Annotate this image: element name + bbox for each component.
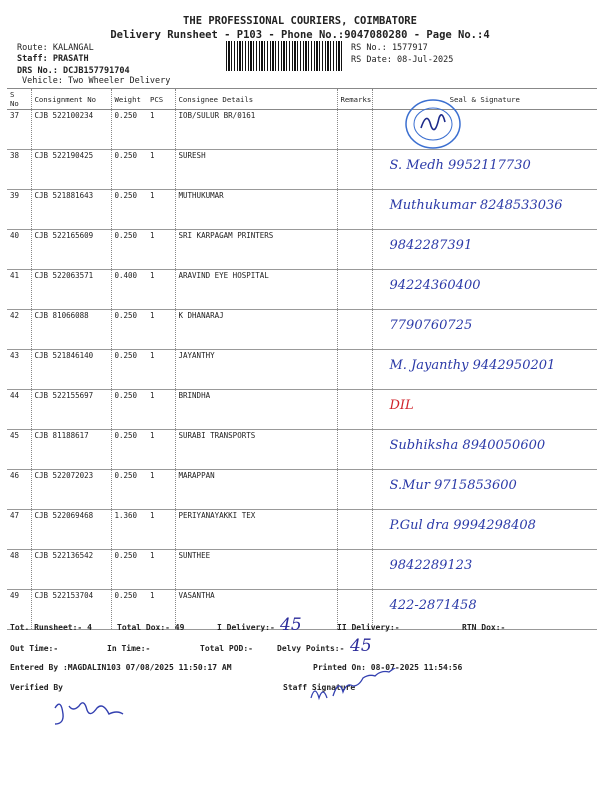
col-signature: Seal & Signature bbox=[372, 89, 597, 110]
handwritten-signature: S.Mur 9715853600 bbox=[389, 478, 517, 493]
row-consignee: VASANTHA bbox=[175, 590, 337, 630]
row-signature bbox=[372, 270, 597, 310]
vehicle-label: Vehicle: Two Wheeler Delivery bbox=[22, 76, 171, 86]
row-weight: 0.250 bbox=[111, 470, 147, 510]
col-consignment: Consignment No bbox=[31, 89, 111, 110]
handwritten-signature: S. Medh 9952117730 bbox=[389, 158, 531, 173]
rs-number: RS No.: 1577917 bbox=[351, 43, 428, 53]
row-remarks bbox=[337, 390, 372, 430]
handwritten-signature: P.Gul dra 9994298408 bbox=[389, 518, 536, 533]
row-signature bbox=[372, 470, 597, 510]
handwritten-signature: 9842289123 bbox=[389, 558, 473, 573]
row-pcs: 1 bbox=[147, 390, 175, 430]
handwritten-signature: 7790760725 bbox=[389, 318, 473, 333]
row-sno: 42 bbox=[7, 310, 31, 350]
row-remarks bbox=[337, 550, 372, 590]
row-pcs: 1 bbox=[147, 110, 175, 150]
row-pcs: 1 bbox=[147, 310, 175, 350]
table-row bbox=[7, 430, 597, 470]
handwritten-signature: 422-2871458 bbox=[389, 598, 477, 613]
row-signature bbox=[372, 150, 597, 190]
ii-delivery-label: II Delivery:- bbox=[337, 623, 400, 632]
row-signature bbox=[372, 510, 597, 550]
row-sno: 41 bbox=[7, 270, 31, 310]
in-time-label: In Time:- bbox=[107, 644, 151, 653]
delvy-points-value: 45 bbox=[350, 636, 372, 656]
col-weight: Weight bbox=[111, 89, 147, 110]
row-signature bbox=[372, 190, 597, 230]
table-row bbox=[7, 230, 597, 270]
i-delivery-label: I Delivery:- bbox=[217, 623, 275, 632]
row-weight: 0.250 bbox=[111, 590, 147, 630]
staff-label: Staff: PRASATH bbox=[17, 54, 89, 64]
table-row bbox=[7, 110, 597, 150]
out-time-label: Out Time:- bbox=[10, 644, 59, 653]
row-consignment-no: CJB 522100234 bbox=[31, 110, 111, 150]
row-consignment-no: CJB 521846140 bbox=[31, 350, 111, 390]
row-signature bbox=[372, 230, 597, 270]
row-sno: 47 bbox=[7, 510, 31, 550]
table-row bbox=[7, 510, 597, 550]
row-remarks bbox=[337, 510, 372, 550]
table-row bbox=[7, 190, 597, 230]
table-row bbox=[7, 270, 597, 310]
handwritten-signature: DIL bbox=[389, 398, 414, 413]
row-consignment-no: CJB 522190425 bbox=[31, 150, 111, 190]
runsheet-table bbox=[7, 88, 597, 630]
row-remarks bbox=[337, 310, 372, 350]
row-consignee: MUTHUKUMAR bbox=[175, 190, 337, 230]
row-sno: 43 bbox=[7, 350, 31, 390]
row-weight: 0.400 bbox=[111, 270, 147, 310]
row-remarks bbox=[337, 110, 372, 150]
row-weight: 0.250 bbox=[111, 430, 147, 470]
row-weight: 0.250 bbox=[111, 350, 147, 390]
col-consignee: Consignee Details bbox=[175, 89, 337, 110]
verified-signature-icon bbox=[45, 694, 145, 726]
row-consignment-no: CJB 522165609 bbox=[31, 230, 111, 270]
row-consignment-no: CJB 522063571 bbox=[31, 270, 111, 310]
row-weight: 0.250 bbox=[111, 550, 147, 590]
col-pcs: PCS bbox=[147, 89, 175, 110]
company-title: THE PROFESSIONAL COURIERS, COIMBATORE bbox=[183, 15, 417, 27]
row-consignment-no: CJB 521881643 bbox=[31, 190, 111, 230]
table-row bbox=[7, 390, 597, 430]
row-pcs: 1 bbox=[147, 510, 175, 550]
i-delivery-value: 45 bbox=[280, 615, 302, 635]
table-row bbox=[7, 150, 597, 190]
total-pod-label: Total POD:- bbox=[200, 644, 253, 653]
row-remarks bbox=[337, 430, 372, 470]
handwritten-signature: Muthukumar 8248533036 bbox=[389, 198, 563, 213]
row-signature bbox=[372, 430, 597, 470]
row-pcs: 1 bbox=[147, 350, 175, 390]
row-sno: 46 bbox=[7, 470, 31, 510]
row-consignment-no: CJB 522136542 bbox=[31, 550, 111, 590]
row-pcs: 1 bbox=[147, 430, 175, 470]
table-row bbox=[7, 550, 597, 590]
row-remarks bbox=[337, 470, 372, 510]
staff-signature-icon bbox=[305, 668, 465, 708]
row-sno: 38 bbox=[7, 150, 31, 190]
row-pcs: 1 bbox=[147, 230, 175, 270]
table-header-row bbox=[7, 89, 597, 110]
row-signature bbox=[372, 310, 597, 350]
row-sno: 39 bbox=[7, 190, 31, 230]
staff-signature-label: Staff Signature bbox=[283, 683, 356, 692]
row-signature bbox=[372, 390, 597, 430]
handwritten-signature: 9842287391 bbox=[389, 238, 473, 253]
verified-by-label: Verified By bbox=[10, 683, 63, 692]
row-consignment-no: CJB 522155697 bbox=[31, 390, 111, 430]
table-row bbox=[7, 350, 597, 390]
row-sno: 49 bbox=[7, 590, 31, 630]
row-sno: 48 bbox=[7, 550, 31, 590]
row-weight: 0.250 bbox=[111, 310, 147, 350]
table-row bbox=[7, 590, 597, 630]
entered-by: Entered By :MAGDALIN103 07/08/2025 11:50:17 AM bbox=[10, 663, 232, 672]
row-consignment-no: CJB 522153704 bbox=[31, 590, 111, 630]
seal-stamp-icon bbox=[403, 98, 463, 150]
row-remarks bbox=[337, 230, 372, 270]
tot-runsheet: Tot. Runsheet:- 4 bbox=[10, 623, 92, 632]
row-sno: 37 bbox=[7, 110, 31, 150]
row-pcs: 1 bbox=[147, 150, 175, 190]
col-remarks: Remarks bbox=[337, 89, 372, 110]
row-weight: 0.250 bbox=[111, 390, 147, 430]
row-pcs: 1 bbox=[147, 590, 175, 630]
handwritten-signature: 94224360400 bbox=[389, 278, 481, 293]
row-pcs: 1 bbox=[147, 550, 175, 590]
handwritten-signature: M. Jayanthy 9442950201 bbox=[389, 358, 556, 373]
table-row bbox=[7, 310, 597, 350]
row-consignee: SUNTHEE bbox=[175, 550, 337, 590]
row-pcs: 1 bbox=[147, 470, 175, 510]
rtn-dox-label: RTN Dox:- bbox=[462, 623, 506, 632]
barcode-image bbox=[226, 41, 344, 71]
row-consignee: K DHANARAJ bbox=[175, 310, 337, 350]
row-remarks bbox=[337, 190, 372, 230]
row-consignee: ARAVIND EYE HOSPITAL bbox=[175, 270, 337, 310]
row-pcs: 1 bbox=[147, 270, 175, 310]
runsheet-subtitle: Delivery Runsheet - P103 - Phone No.:9047080280 - Page No.:4 bbox=[110, 29, 490, 41]
row-signature bbox=[372, 550, 597, 590]
row-remarks bbox=[337, 270, 372, 310]
total-dox: Total Dox:- 49 bbox=[117, 623, 185, 632]
row-pcs: 1 bbox=[147, 190, 175, 230]
row-consignee: MARAPPAN bbox=[175, 470, 337, 510]
row-consignee: BRINDHA bbox=[175, 390, 337, 430]
row-remarks bbox=[337, 150, 372, 190]
printed-on: Printed On: 08-07-2025 11:54:56 bbox=[313, 663, 463, 672]
row-sno: 40 bbox=[7, 230, 31, 270]
row-consignment-no: CJB 81188617 bbox=[31, 430, 111, 470]
route-label: Route: KALANGAL bbox=[17, 43, 94, 53]
row-remarks bbox=[337, 350, 372, 390]
rs-date: RS Date: 08-Jul-2025 bbox=[351, 55, 454, 65]
row-weight: 1.360 bbox=[111, 510, 147, 550]
row-consignment-no: CJB 522069468 bbox=[31, 510, 111, 550]
delvy-points-label: Delvy Points:- bbox=[277, 644, 345, 653]
row-consignment-no: CJB 81066088 bbox=[31, 310, 111, 350]
row-consignment-no: CJB 522072023 bbox=[31, 470, 111, 510]
drs-number: DRS No.: DCJB157791704 bbox=[17, 66, 130, 76]
col-sno: S No bbox=[7, 89, 31, 110]
row-consignee: JAYANTHY bbox=[175, 350, 337, 390]
row-consignee: SURESH bbox=[175, 150, 337, 190]
row-consignee: PERIYANAYAKKI TEX bbox=[175, 510, 337, 550]
row-sno: 45 bbox=[7, 430, 31, 470]
table-row bbox=[7, 470, 597, 510]
row-sno: 44 bbox=[7, 390, 31, 430]
row-signature bbox=[372, 350, 597, 390]
row-consignee: SURABI TRANSPORTS bbox=[175, 430, 337, 470]
row-consignee: SRI KARPAGAM PRINTERS bbox=[175, 230, 337, 270]
row-weight: 0.250 bbox=[111, 230, 147, 270]
row-weight: 0.250 bbox=[111, 150, 147, 190]
row-weight: 0.250 bbox=[111, 190, 147, 230]
handwritten-signature: Subhiksha 8940050600 bbox=[389, 438, 546, 453]
row-consignee: IOB/SULUR BR/0161 bbox=[175, 110, 337, 150]
row-weight: 0.250 bbox=[111, 110, 147, 150]
